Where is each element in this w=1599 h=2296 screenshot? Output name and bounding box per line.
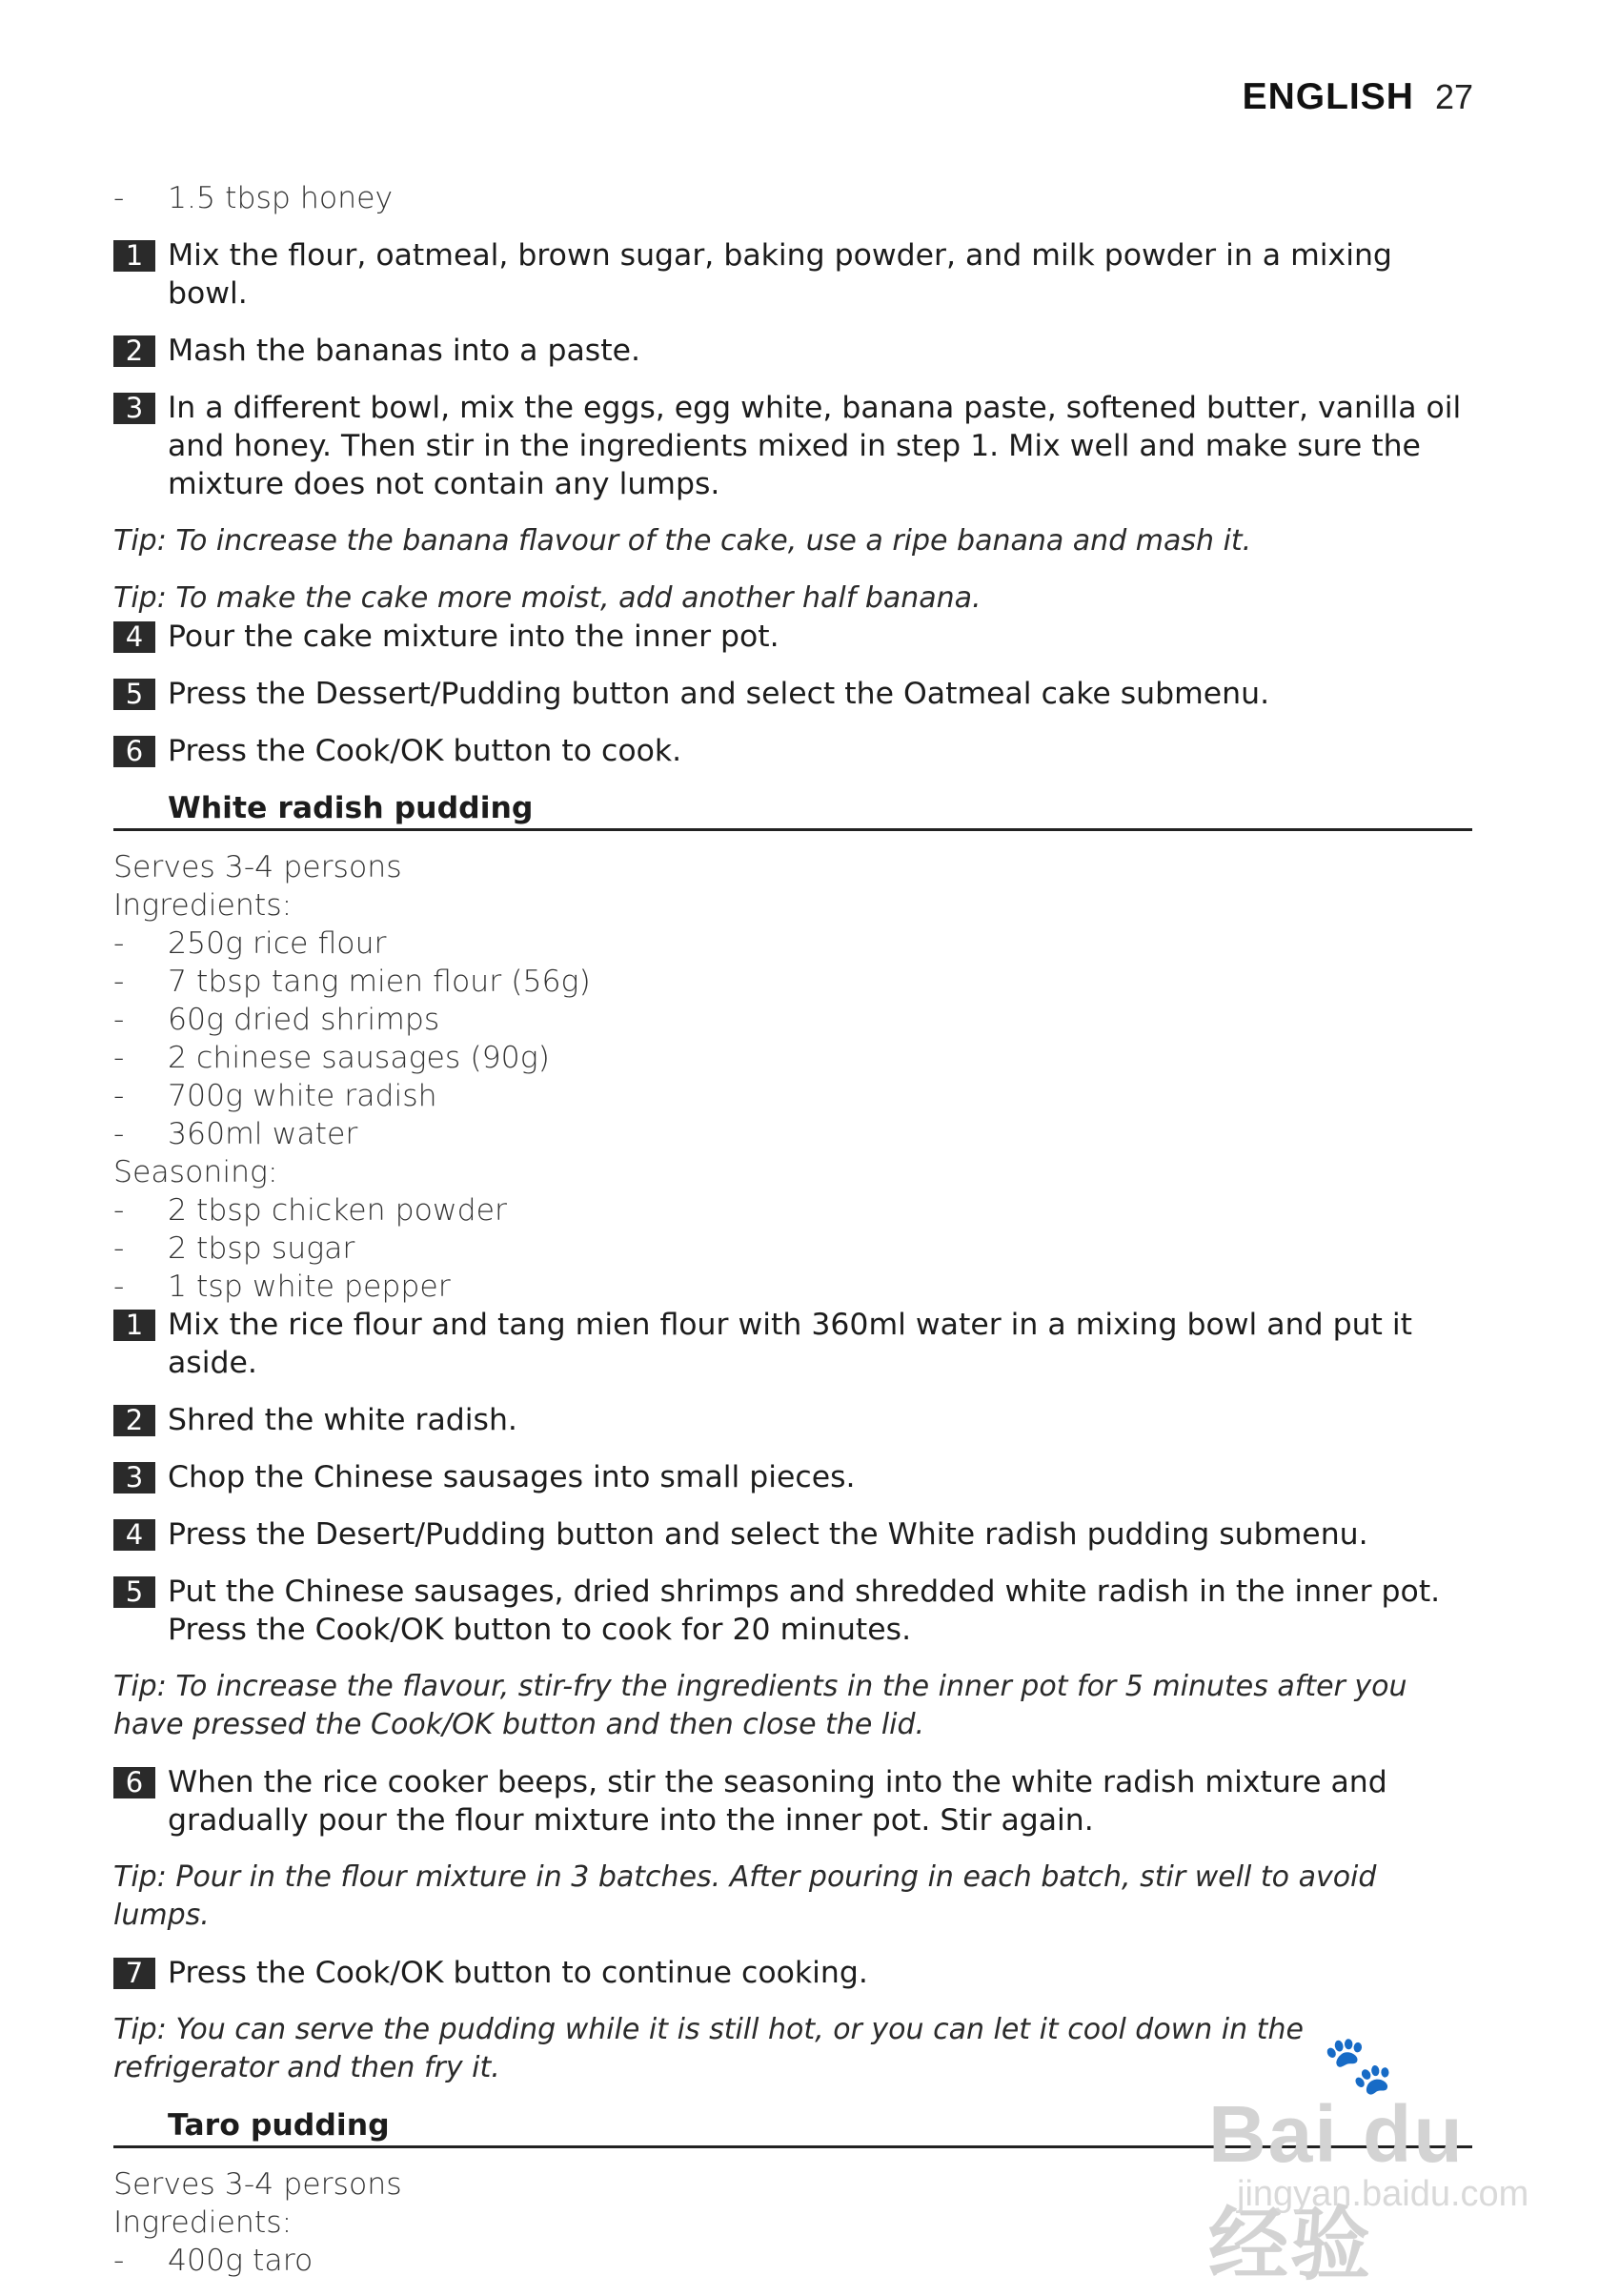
step-number: 5 [113,679,155,710]
tip: Tip: To increase the flavour, stir-fry the ingredients in the inner pot for 5 minutes after you have pressed the Cook/OK button and then close the lid. [113,1670,1407,1741]
step [113,1458,1472,1496]
section-title-white-radish: White radish pudding [113,789,1472,831]
step-text: Press the Dessert/Pudding button and select the Oatmeal cake submenu. [168,677,1270,711]
step-text: Mix the rice flour and tang mien flour with 360ml water in a mixing bowl and put it aside. [168,1308,1413,1380]
step-number: 7 [113,1958,155,1989]
step-text: Press the Desert/Pudding button and select the White radish pudding submenu. [168,1517,1368,1552]
step-text: Press the Cook/OK button to cook. [168,734,682,768]
step [113,675,1472,713]
step [113,1401,1472,1439]
step-text: When the rice cooker beeps, stir the seasoning into the white radish mixture and gradually pour the flour mixture into the inner pot. Stir again. [168,1765,1387,1838]
step-number: 1 [113,1310,155,1341]
step-number: 3 [113,393,155,424]
step-number: 3 [113,1462,155,1493]
step-text: Mix the flour, oatmeal, brown sugar, baking powder, and milk powder in a mixing bowl. [168,238,1392,311]
oatmeal-steps-a [113,236,1472,503]
oatmeal-steps-b [113,618,1472,770]
watermark-main: Bai du 经验 [1208,2089,1465,2289]
white-radish-ingredients [113,848,1472,1306]
serves-text: Serves 3-4 persons [113,2167,402,2202]
seasoning-label: Seasoning: [113,1155,278,1189]
tip: Tip: Pour in the flour mixture in 3 batches. After pouring in each batch, stir well to avoid lumps. [113,1860,1377,1932]
ingredient-item: - 60g dried shrimps [113,1003,440,1037]
step-text: Shred the white radish. [168,1403,517,1437]
ingredient-item: - 400g taro [113,2244,314,2278]
step [113,732,1472,770]
step-text: Put the Chinese sausages, dried shrimps and shredded white radish in the inner pot. Press the Cook/OK button to cook for 20 minutes. [168,1575,1441,1647]
seasoning-item: - 1 tsp white pepper [113,1270,451,1304]
seasoning-item: - 2 tbsp chicken powder [113,1193,508,1228]
step-text: Mash the bananas into a paste. [168,334,640,368]
page-content [113,179,1472,2280]
ingredient-item: - 2 chinese sausages (90g) [113,1041,550,1075]
step-text: Press the Cook/OK button to continue cooking. [168,1956,868,1990]
baidu-watermark [1208,2031,1551,2289]
step [113,389,1472,503]
seasoning-item: - 2 tbsp sugar [113,1231,355,1266]
paw-icon: 🐾 [1323,2033,1394,2097]
ingredients-label: Ingredients: [113,888,293,923]
tip: Tip: To make the cake more moist, add another half banana. [113,581,982,615]
tip: Tip: To increase the banana flavour of the cake, use a ripe banana and mash it. [113,524,1252,558]
page-header [1243,76,1473,118]
section-title-taro: Taro pudding [113,2106,1472,2148]
step [113,236,1472,313]
watermark-url: jingyan.baidu.com [1237,2174,1529,2214]
step-number: 4 [113,1519,155,1551]
ingredient-item: - 360ml water [113,1117,358,1151]
step-number: 1 [113,240,155,272]
ingredient-item: - 7 tbsp tang mien flour (56g) [113,965,591,999]
step [113,1306,1472,1382]
ingredients-label: Ingredients: [113,2205,293,2240]
ingredient-item: - 700g white radish [113,1079,437,1113]
step [113,1763,1472,1839]
step-number: 4 [113,621,155,653]
serves-text: Serves 3-4 persons [113,850,402,884]
page-number: 27 [1434,77,1473,116]
step [113,1573,1472,1649]
white-radish-steps [113,1306,1472,1649]
step-number: 5 [113,1576,155,1608]
step [113,1954,1472,1992]
step-number: 2 [113,1405,155,1436]
tip: Tip: You can serve the pudding while it is still hot, or you can let it cool down in the refrigerator and then fry it. [113,2013,1304,2084]
step-number: 6 [113,736,155,767]
step-number: 2 [113,335,155,367]
language-label: ENGLISH [1242,76,1414,117]
step [113,618,1472,656]
step-text: Pour the cake mixture into the inner pot. [168,620,779,654]
step-text: Chop the Chinese sausages into small pieces. [168,1460,856,1494]
ingredient-item: - 1.5 tbsp honey [113,181,394,215]
step [113,1515,1472,1554]
ingredient-item: - 250g rice flour [113,926,387,961]
step-text: In a different bowl, mix the eggs, egg white, banana paste, softened butter, vanilla oil and honey. Then stir in the ingredients mixed in step 1. Mix well and make sure the mixture does not contain any lumps. [168,391,1462,501]
step-number: 6 [113,1767,155,1798]
step [113,332,1472,370]
